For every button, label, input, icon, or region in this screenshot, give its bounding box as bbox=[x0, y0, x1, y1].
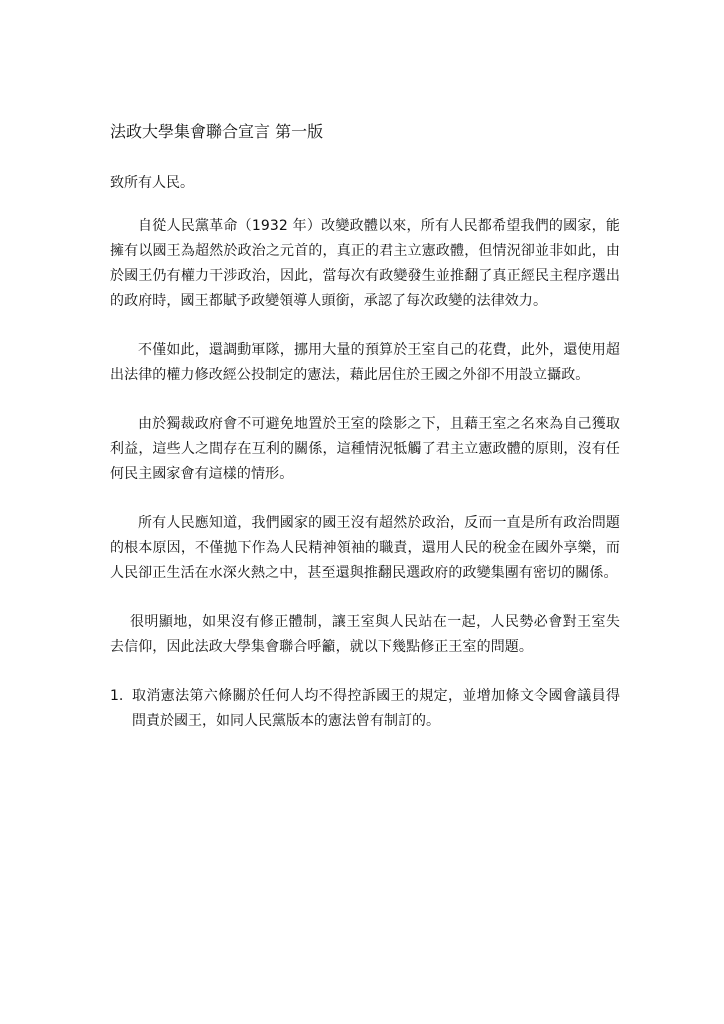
paragraph-5: 很明顯地，如果沒有修正體制，讓王室與人民站在一起，人民勢必會對王室失去信仰，因此法政大學集會聯合呼籲，就以下幾點修正王室的問題。 bbox=[110, 614, 620, 655]
paragraph-3: 由於獨裁政府會不可避免地置於王室的陰影之下，且藉王室之名來為自己獲取利益，這些人之間存在互利的關係，這種情況牴觸了君主立憲政體的原則，沒有任何民主國家會有這樣的情形。 bbox=[110, 416, 620, 482]
list-item-text: 取消憲法第六條關於任何人均不得控訴國王的規定，並增加條文令國會議員得問責於國王，如同人民黨版本的憲法曾有制訂的。 bbox=[132, 688, 620, 729]
paragraph-1: 自從人民黨革命（1932 年）改變政體以來，所有人民都希望我們的國家，能擁有以國王為超然於政治之元首的，真正的君主立憲政體，但情況卻並非如此，由於國王仍有權力干涉政治，因此，當每次有政變發生並推翻了真正經民主程序選出的政府時，國王都賦予政變領導人頭銜，承認了每次政變的法律效力。 bbox=[110, 218, 620, 309]
paragraph-4: 所有人民應知道，我們國家的國王沒有超然於政治，反而一直是所有政治問題的根本原因，不僅拋下作為人民精神領袖的職責，還用人民的稅金在國外享樂，而人民卻正生活在水深火熱之中，甚至還與推翻民選政府的政變集團有密切的關係。 bbox=[110, 515, 620, 581]
list-item-number: 1. bbox=[110, 688, 124, 704]
paragraph-2: 不僅如此，還調動軍隊，挪用大量的預算於王室自己的花費，此外，還使用超出法律的權力修改經公投制定的憲法，藉此居住於王國之外卻不用設立攝政。 bbox=[110, 342, 620, 383]
document-page bbox=[110, 120, 620, 734]
salutation: 致所有人民。 bbox=[110, 175, 194, 191]
document-title: 法政大學集會聯合宣言 第一版 bbox=[110, 122, 324, 141]
list-item bbox=[110, 684, 620, 734]
demands-list bbox=[110, 684, 620, 734]
